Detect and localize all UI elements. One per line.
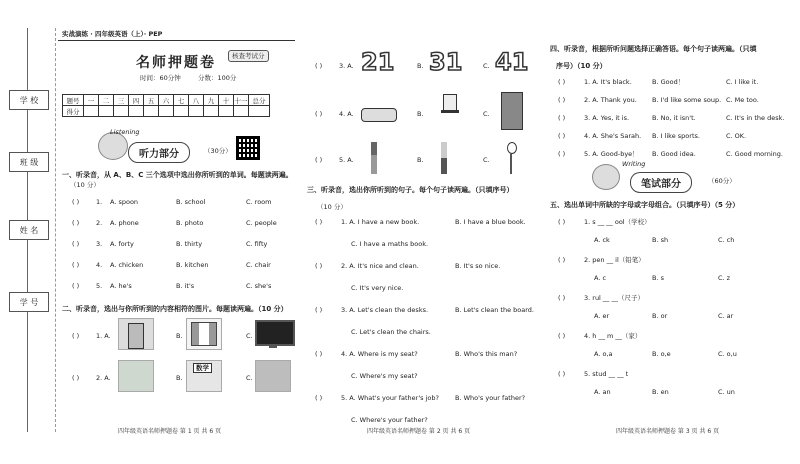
option-a: A. he's [110,282,132,290]
option-b-label: B. [176,374,183,382]
option-c: C. It's very nice. [351,284,404,292]
option-c: C. ch [718,236,735,244]
option-b-label: B. [417,110,424,118]
option-b: B. or [652,312,668,320]
option-c: C. Where's my seat? [351,372,418,380]
storybook-picture [255,360,291,392]
section-4-title: 四、听录音，根据所听问题选择正确答语。每个句子读两遍。（只填 [550,45,757,53]
listening-tag: Listening [110,128,140,136]
option-b: B. photo [176,219,204,227]
time-info: 时间：60分钟 [140,74,181,82]
option-a: 1. A. It's black. [584,78,632,86]
answer-blank[interactable]: ( ) [72,374,80,382]
question-number: 5. A. [339,156,354,164]
answer-blank[interactable]: ( ) [558,370,566,378]
writing-tag: Writing [622,160,646,168]
option-c: C. I like it. [726,78,759,86]
option-b: B. I'd like some soup. [652,96,722,104]
class-label: 班 级 [9,152,49,172]
question-text: 4. h __ m __（家） [584,332,642,340]
option-c: C. chair [246,261,271,269]
answer-blank[interactable]: ( ) [72,332,80,340]
score-cell[interactable] [114,106,129,117]
number-41-picture: 41 [495,48,529,76]
knife-picture [441,142,447,174]
question-text: 2. pen __ il（铅笔） [584,256,645,264]
score-header-cell: 七 [174,95,189,106]
option-a: A. phone [110,219,139,227]
option-c: C. ar [718,312,734,320]
option-b: B. school [176,198,206,206]
listening-mascot-icon [98,132,128,160]
option-b: B. thirty [176,240,203,248]
writing-mascot-icon [592,164,620,190]
maths-book-label: 数学 [193,363,212,373]
chair-picture [433,94,467,124]
answer-blank[interactable]: ( ) [72,240,80,248]
score-header-cell: 八 [189,95,204,106]
option-b: B. I have a blue book. [455,218,526,226]
option-a: 2. A. Thank you. [584,96,637,104]
option-c: C. people [246,219,277,227]
option-c: C. z [718,274,731,282]
option-c-label: C. [246,332,253,340]
section-3-title: 三、听录音，选出你所听到的句子。每个句子读两遍。（只填序号） [307,186,514,194]
page-1 [58,28,295,435]
option-c-label: C. [483,110,490,118]
question-text: 1. s __ __ ool（学校） [584,218,651,226]
question-text: 3. rul __ __（尺子） [584,294,644,302]
option-a: 3. A. Let's clean the desks. [341,306,429,314]
question-number: 2. [96,219,103,227]
option-c: C. OK. [726,132,747,140]
option-c: C. I have a maths book. [351,240,429,248]
score-table [62,94,270,117]
answer-blank[interactable]: ( ) [315,62,323,70]
question-number: 1. A. [96,332,111,340]
question-number: 4. [96,261,103,269]
score-cell[interactable] [84,106,99,117]
score-cell[interactable] [189,106,204,117]
page-header: 实战演练 · 四年级英语（上）· PEP [62,30,163,38]
fridge-picture [501,92,523,130]
score-header-cell: 九 [204,95,219,106]
option-a: 2. A. It's nice and clean. [341,262,419,270]
option-a: A. spoon [110,198,139,206]
option-a: 4. A. She's Sarah. [584,132,642,140]
answer-blank[interactable]: ( ) [72,219,80,227]
qr-code-icon [236,136,260,160]
question-number: 1. [96,198,103,206]
margin-line [27,110,28,152]
score-header-cell: 四 [129,95,144,106]
option-c: C. Me too. [726,96,759,104]
page-footer: 四年级英语名师押题卷 第 2 页 共 6 页 [367,428,471,435]
score-header-cell: 二 [99,95,114,106]
option-c-label: C. [483,62,490,70]
option-a: A. an [594,388,611,396]
option-a: 4. A. Where is my seat? [341,350,418,358]
option-c: C. she's [246,282,272,290]
score-cell[interactable] [219,106,234,117]
score-cell[interactable] [144,106,159,117]
option-b: B. Good！ [652,78,685,86]
writing-section-badge: 笔试部分 [630,172,692,193]
option-b: B. Who's your father? [455,394,526,402]
school-label: 学 校 [9,90,49,110]
spoon-picture [509,142,515,174]
score-header-cell: 十一 [234,96,248,105]
score-cell[interactable] [174,106,189,117]
writing-points: （60分） [708,177,736,185]
answer-blank[interactable]: ( ) [558,132,566,140]
answer-blank[interactable]: ( ) [558,78,566,86]
listening-points: （30分） [204,147,232,155]
option-b: B. Let's clean the board. [455,306,535,314]
score-stamp: 核查考试分 [228,50,269,62]
page-2 [305,28,542,435]
score-cell[interactable] [204,106,219,117]
margin-line [27,240,28,292]
answer-blank[interactable]: ( ) [558,150,566,158]
score-header-cell: 六 [159,95,174,106]
option-a: 5. A. Good-bye！ [584,150,639,158]
option-b: B. It's so nice. [455,262,501,270]
answer-blank[interactable]: ( ) [558,332,566,340]
option-b: B. o,e [652,350,671,358]
section-2-title: 二、听录音，选出与你所听到的内容相符的图片。每题读两遍。（10 分） [62,305,288,313]
option-b: B. s [652,274,664,282]
question-number: 3. [96,240,103,248]
book-picture [118,360,154,392]
listening-section-badge: 听力部分 [128,142,190,163]
answer-blank[interactable]: ( ) [72,261,80,269]
door-picture [118,318,154,350]
section-1-points: （10 分） [70,181,100,189]
option-a: A. chicken [110,261,144,269]
number-label: 学 号 [9,292,49,312]
option-c: C. room [246,198,272,206]
option-a: 1. A. I have a new book. [341,218,420,226]
answer-blank[interactable]: ( ) [315,394,323,402]
answer-blank[interactable]: ( ) [315,262,323,270]
section-3-points: （10 分） [317,203,347,211]
fork-picture [371,142,377,174]
question-text: 5. stud __ __ t [584,370,629,378]
option-b: B. sh [652,236,669,244]
option-a: A. c [594,274,607,282]
answer-blank[interactable]: ( ) [315,306,323,314]
total-score-info: 分数：100分 [198,74,237,82]
option-a: A. ck [594,236,610,244]
option-b: B. Good idea. [652,150,696,158]
answer-blank[interactable]: ( ) [315,218,323,226]
answer-blank[interactable]: ( ) [72,198,80,206]
section-5-title: 五、选出单词中所缺的字母或字母组合。（只填序号）（5 分） [550,201,740,209]
question-number: 3. A. [339,62,354,70]
option-c: C. fifty [246,240,268,248]
option-b: B. Who's this man? [455,350,518,358]
page-title: 名师押题卷 [136,55,216,71]
answer-blank[interactable]: ( ) [558,256,566,264]
option-c: C. Where's your father? [351,416,428,424]
score-header-cell: 总分 [249,95,270,106]
score-cell[interactable] [159,106,174,117]
answer-blank[interactable]: ( ) [558,96,566,104]
option-a: 5. A. What's your father's job? [341,394,439,402]
score-cell[interactable] [129,106,144,117]
score-row-label: 得分 [63,106,84,117]
window-picture [186,318,222,350]
score-cell[interactable] [234,106,249,117]
score-header-cell: 三 [114,95,129,106]
page-3 [548,28,793,435]
answer-blank[interactable]: ( ) [558,114,566,122]
option-b-label: B. [417,62,424,70]
answer-blank[interactable]: ( ) [315,110,323,118]
option-a: A. er [594,312,610,320]
option-a: A. o,a [594,350,613,358]
option-b: B. kitchen [176,261,209,269]
name-label: 姓 名 [9,220,49,240]
maths-book-picture [186,360,222,392]
binding-margin [0,28,56,432]
margin-line [27,172,28,220]
option-c: C. un [718,388,735,396]
option-b: B. I like sports. [652,132,700,140]
option-c-label: C. [246,374,253,382]
score-cell[interactable] [249,106,270,117]
tv-picture [255,318,289,348]
answer-blank[interactable]: ( ) [558,294,566,302]
option-c: C. Let's clean the chairs. [351,328,431,336]
option-c: C. It's in the desk. [726,114,785,122]
section-1-title: 一、听录音，从 A、B、C 三个选项中选出你所听到的单词。每题读两遍。 [62,171,293,179]
question-number: 4. A. [339,110,354,118]
answer-blank[interactable]: ( ) [315,350,323,358]
option-b: B. en [652,388,669,396]
sofa-picture [361,98,395,128]
option-a: 3. A. Yes, it is. [584,114,630,122]
score-header-cell: 一 [84,95,99,106]
answer-blank[interactable]: ( ) [72,282,80,290]
option-b-label: B. [176,332,183,340]
score-cell[interactable] [99,106,114,117]
score-header-cell: 五 [144,95,159,106]
answer-blank[interactable]: ( ) [315,156,323,164]
score-header-cell: 十 [219,95,234,106]
question-number: 2. A. [96,374,111,382]
number-31-picture: 31 [429,48,463,76]
option-a: A. forty [110,240,134,248]
margin-line [27,312,28,432]
page-footer: 四年级英语名师押题卷 第 1 页 共 6 页 [118,428,222,435]
option-c-label: C. [483,156,490,164]
number-21-picture: 21 [361,48,395,76]
option-b-label: B. [417,156,424,164]
option-c: C. Good morning. [726,150,783,158]
answer-blank[interactable]: ( ) [558,218,566,226]
option-b: B. it's [176,282,195,290]
option-c: C. o,u [718,350,737,358]
page-footer: 四年级英语名师押题卷 第 3 页 共 6 页 [616,428,720,435]
section-4-title-cont: 序号）（10 分） [556,62,607,70]
option-b: B. No, it isn't. [652,114,696,122]
score-header-cell: 题号 [63,95,84,106]
margin-line [27,28,28,90]
question-number: 5. [96,282,103,290]
